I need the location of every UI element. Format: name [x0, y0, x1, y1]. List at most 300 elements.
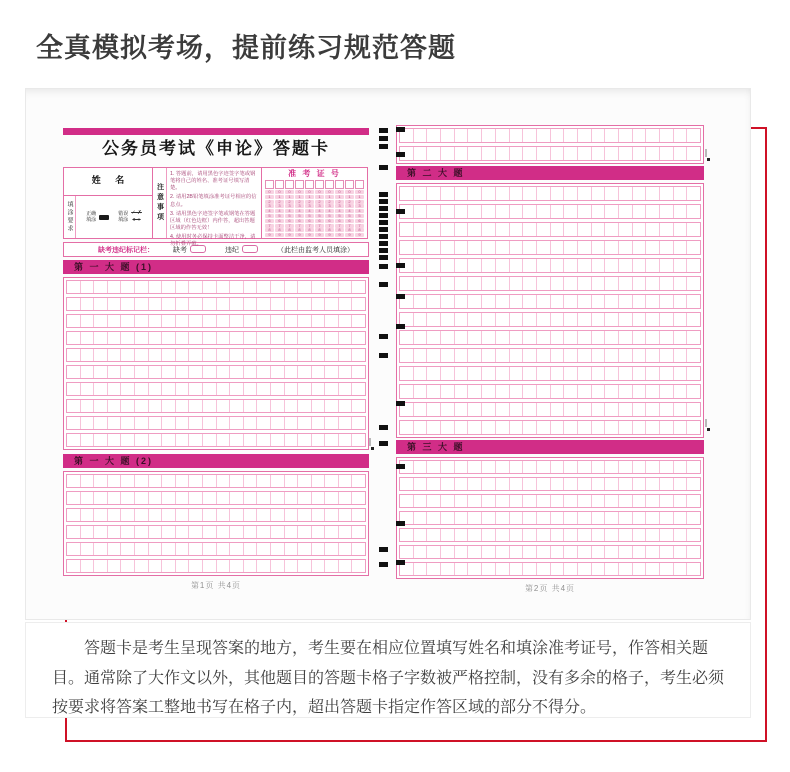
digit-bubble: 2	[265, 200, 274, 204]
answer-grid-cell	[496, 259, 510, 272]
digit-bubble: 6	[305, 219, 314, 223]
answer-grid-cell	[468, 403, 482, 416]
wrong-marks-row-1: ✓ ✗	[131, 209, 142, 216]
answer-grid-cell	[496, 512, 510, 524]
answer-grid-cell	[414, 331, 428, 344]
answer-grid-cell	[578, 277, 592, 290]
answer-grid-cell	[257, 298, 271, 310]
answer-grid-row	[399, 258, 701, 273]
answer-grid-cell	[482, 147, 496, 160]
answer-grid-row	[399, 186, 701, 201]
answer-grid-cell	[578, 403, 592, 416]
digit-bubble: 3	[265, 204, 274, 208]
answer-grid-cell	[455, 187, 469, 200]
digit-bubble: 8	[355, 228, 364, 232]
answer-grid-cell	[312, 509, 326, 521]
answer-grid-cell	[414, 563, 428, 575]
answer-grid-cell	[605, 563, 619, 575]
answer-grid-cell	[455, 259, 469, 272]
answer-grid-cell	[135, 475, 149, 487]
answer-grid-cell	[633, 421, 647, 434]
answer-grid-cell	[482, 129, 496, 142]
answer-grid-cell	[660, 367, 674, 380]
digit-bubble: 3	[355, 204, 364, 208]
answer-grid-cell	[67, 281, 81, 293]
fill-requirement-label: 填涂要求	[64, 196, 76, 238]
answer-grid-cell	[325, 417, 339, 429]
answer-grid-q1-1	[63, 277, 369, 450]
answer-grid-cell	[674, 129, 688, 142]
answer-grid-cell	[135, 366, 149, 378]
answer-grid-cell	[271, 492, 285, 504]
answer-grid-cell	[189, 315, 203, 327]
answer-grid-cell	[189, 475, 203, 487]
answer-grid-cell	[537, 147, 551, 160]
answer-grid-cell	[523, 331, 537, 344]
answer-grid-cell	[285, 298, 299, 310]
edge-code-mark	[705, 419, 707, 427]
answer-grid-cell	[285, 492, 299, 504]
answer-grid-cell	[121, 349, 135, 361]
answer-grid-cell	[427, 478, 441, 490]
digit-bubble: 2	[275, 200, 284, 204]
answer-grid-cell	[203, 298, 217, 310]
sheet-header-row	[63, 167, 369, 248]
answer-grid-cell	[523, 403, 537, 416]
answer-grid-cell	[176, 526, 190, 538]
answer-grid-cell	[427, 546, 441, 558]
digit-bubble: 5	[325, 214, 334, 218]
wrong-fill-group	[118, 210, 142, 224]
answer-grid-cell	[352, 526, 365, 538]
answer-grid-cell	[108, 281, 122, 293]
answer-grid-cell	[537, 461, 551, 473]
answer-grid-cell	[94, 475, 108, 487]
answer-grid-cell	[633, 512, 647, 524]
answer-grid-cell	[468, 205, 482, 218]
answer-grid-cell	[687, 512, 700, 524]
answer-grid-cell	[619, 478, 633, 490]
answer-grid-cell	[339, 543, 353, 555]
answer-grid-cell	[537, 495, 551, 507]
answer-grid-cell	[414, 478, 428, 490]
answer-grid-cell	[298, 383, 312, 395]
answer-grid-cell	[67, 417, 81, 429]
answer-grid-cell	[285, 526, 299, 538]
answer-grid-cell	[646, 495, 660, 507]
digit-bubble: 2	[305, 200, 314, 204]
ticket-blank-cell	[305, 180, 314, 189]
answer-grid-cell	[400, 349, 414, 362]
answer-grid-cell	[149, 383, 163, 395]
answer-grid-cell	[674, 563, 688, 575]
answer-grid-cell	[523, 546, 537, 558]
answer-grid-cell	[298, 298, 312, 310]
answer-grid-cell	[468, 331, 482, 344]
answer-grid-cell	[482, 403, 496, 416]
digit-bubble: 2	[345, 200, 354, 204]
answer-grid-cell	[217, 543, 231, 555]
answer-grid-cell	[468, 147, 482, 160]
answer-grid-cell	[633, 349, 647, 362]
answer-grid-cell	[162, 492, 176, 504]
answer-grid-cell	[325, 434, 339, 446]
answer-grid-cell	[496, 147, 510, 160]
digit-bubble: 2	[315, 200, 324, 204]
answer-grid-cell	[510, 403, 524, 416]
answer-grid-cell	[67, 298, 81, 310]
answer-grid-cell	[468, 563, 482, 575]
answer-grid-cell	[149, 543, 163, 555]
answer-grid-cell	[81, 349, 95, 361]
digit-bubble: 9	[335, 233, 344, 237]
answer-grid-cell	[468, 478, 482, 490]
answer-grid-cell	[189, 492, 203, 504]
answer-grid-cell	[687, 495, 700, 507]
answer-grid-cell	[325, 281, 339, 293]
answer-grid-cell	[414, 495, 428, 507]
answer-grid-cell	[687, 241, 700, 254]
answer-grid-cell	[660, 529, 674, 541]
answer-grid-q1-2-continued	[396, 125, 704, 164]
answer-grid-cell	[619, 385, 633, 398]
answer-grid-cell	[605, 277, 619, 290]
answer-grid-cell	[400, 277, 414, 290]
answer-grid-cell	[468, 546, 482, 558]
ticket-blank-cell	[335, 180, 344, 189]
answer-grid-cell	[135, 281, 149, 293]
answer-grid-cell	[605, 461, 619, 473]
answer-grid-cell	[687, 421, 700, 434]
timing-mark	[379, 165, 388, 170]
answer-grid-cell	[646, 478, 660, 490]
answer-grid-cell	[352, 543, 365, 555]
digit-bubble: 0	[315, 190, 324, 194]
answer-grid-cell	[496, 403, 510, 416]
description-card	[25, 622, 751, 718]
answer-grid-cell	[646, 529, 660, 541]
answer-grid-cell	[121, 400, 135, 412]
answer-grid-cell	[537, 223, 551, 236]
answer-grid-cell	[339, 560, 353, 572]
answer-grid-cell	[592, 129, 606, 142]
answer-grid-cell	[564, 385, 578, 398]
answer-grid-cell	[271, 400, 285, 412]
answer-grid-cell	[646, 241, 660, 254]
answer-grid-row	[66, 331, 366, 345]
digit-bubble: 5	[275, 214, 284, 218]
answer-grid-cell	[162, 281, 176, 293]
answer-grid-cell	[257, 281, 271, 293]
answer-grid-cell	[633, 529, 647, 541]
answer-grid-cell	[441, 277, 455, 290]
answer-grid-cell	[427, 331, 441, 344]
answer-grid-cell	[523, 349, 537, 362]
answer-grid-cell	[496, 187, 510, 200]
answer-grid-cell	[551, 495, 565, 507]
answer-grid-row	[66, 559, 366, 573]
answer-grid-cell	[230, 366, 244, 378]
answer-grid-cell	[687, 461, 700, 473]
digit-bubble: 6	[315, 219, 324, 223]
answer-grid-cell	[203, 543, 217, 555]
answer-grid-cell	[94, 332, 108, 344]
answer-grid-cell	[108, 400, 122, 412]
answer-grid-cell	[646, 563, 660, 575]
answer-grid-cell	[285, 366, 299, 378]
answer-grid-cell	[496, 331, 510, 344]
digit-bubble: 4	[335, 209, 344, 213]
digit-bubble: 5	[285, 214, 294, 218]
answer-grid-cell	[646, 367, 660, 380]
answer-grid-cell	[108, 475, 122, 487]
answer-grid-cell	[455, 563, 469, 575]
answer-grid-cell	[578, 495, 592, 507]
answer-grid-q1-2	[63, 471, 369, 576]
digit-bubble: 9	[305, 233, 314, 237]
answer-grid-cell	[468, 129, 482, 142]
answer-grid-cell	[189, 526, 203, 538]
answer-grid-cell	[646, 546, 660, 558]
answer-grid-cell	[523, 367, 537, 380]
answer-grid-cell	[203, 434, 217, 446]
answer-grid-cell	[149, 315, 163, 327]
answer-grid-cell	[217, 366, 231, 378]
answer-grid-cell	[537, 205, 551, 218]
answer-grid-cell	[564, 367, 578, 380]
answer-grid-cell	[285, 332, 299, 344]
answer-grid-row	[399, 494, 701, 508]
answer-grid-cell	[414, 421, 428, 434]
answer-grid-cell	[81, 434, 95, 446]
answer-grid-cell	[339, 434, 353, 446]
answer-grid-cell	[257, 543, 271, 555]
answer-grid-cell	[427, 259, 441, 272]
edge-dot	[707, 158, 710, 161]
digit-bubble: 9	[315, 233, 324, 237]
answer-grid-cell	[441, 241, 455, 254]
answer-grid-cell	[298, 400, 312, 412]
answer-grid-cell	[108, 298, 122, 310]
answer-grid-cell	[687, 546, 700, 558]
answer-grid-cell	[510, 461, 524, 473]
digit-bubble: 4	[305, 209, 314, 213]
answer-grid-cell	[510, 563, 524, 575]
answer-grid-cell	[605, 241, 619, 254]
answer-grid-cell	[687, 349, 700, 362]
answer-grid-cell	[162, 526, 176, 538]
answer-grid-cell	[67, 509, 81, 521]
answer-grid-cell	[592, 241, 606, 254]
timing-mark	[379, 562, 388, 567]
digit-bubble: 1	[335, 195, 344, 199]
answer-grid-cell	[325, 560, 339, 572]
answer-grid-cell	[646, 403, 660, 416]
answer-grid-cell	[633, 187, 647, 200]
answer-grid-cell	[455, 495, 469, 507]
answer-grid-cell	[578, 205, 592, 218]
digit-bubble: 1	[265, 195, 274, 199]
answer-grid-cell	[203, 315, 217, 327]
answer-grid-cell	[537, 421, 551, 434]
ticket-blank-cell	[295, 180, 304, 189]
answer-grid-cell	[646, 129, 660, 142]
answer-grid-cell	[217, 417, 231, 429]
answer-grid-cell	[619, 563, 633, 575]
answer-grid-cell	[108, 492, 122, 504]
answer-grid-cell	[325, 400, 339, 412]
answer-grid-cell	[564, 259, 578, 272]
ticket-column	[345, 180, 354, 238]
answer-grid-cell	[551, 461, 565, 473]
answer-grid-cell	[619, 129, 633, 142]
digit-bubble: 4	[275, 209, 284, 213]
answer-grid-cell	[468, 349, 482, 362]
answer-grid-cell	[81, 417, 95, 429]
answer-grid-q3	[396, 457, 704, 579]
notice-item: 2. 请用2B铅笔填涂准考证号相应的信息点。	[170, 194, 257, 208]
answer-grid-cell	[496, 205, 510, 218]
answer-grid-row	[66, 508, 366, 522]
answer-grid-cell	[441, 495, 455, 507]
digit-bubble: 6	[285, 219, 294, 223]
timing-mark	[396, 464, 405, 469]
answer-grid-cell	[687, 295, 700, 308]
answer-grid-cell	[633, 495, 647, 507]
answer-grid-cell	[427, 223, 441, 236]
answer-grid-row	[66, 297, 366, 311]
answer-grid-cell	[455, 129, 469, 142]
timing-mark	[396, 521, 405, 526]
answer-grid-cell	[441, 367, 455, 380]
digit-bubble: 9	[355, 233, 364, 237]
timing-mark	[379, 128, 388, 133]
answer-grid-cell	[298, 366, 312, 378]
answer-grid-cell	[660, 147, 674, 160]
answer-grid-cell	[312, 434, 326, 446]
answer-grid-cell	[94, 434, 108, 446]
answer-grid-cell	[646, 187, 660, 200]
answer-grid-cell	[414, 147, 428, 160]
answer-grid-cell	[537, 512, 551, 524]
answer-grid-cell	[230, 475, 244, 487]
timing-mark	[379, 199, 388, 204]
digit-bubble: 4	[315, 209, 324, 213]
answer-grid-cell	[176, 560, 190, 572]
answer-grid-cell	[564, 403, 578, 416]
answer-grid-cell	[108, 315, 122, 327]
answer-grid-cell	[298, 509, 312, 521]
answer-grid-cell	[441, 313, 455, 326]
answer-grid-cell	[633, 385, 647, 398]
answer-grid-cell	[427, 403, 441, 416]
digit-bubble: 1	[315, 195, 324, 199]
answer-grid-cell	[674, 331, 688, 344]
answer-grid-cell	[94, 400, 108, 412]
answer-grid-cell	[496, 129, 510, 142]
answer-grid-cell	[592, 495, 606, 507]
answer-grid-cell	[414, 512, 428, 524]
answer-grid-cell	[619, 546, 633, 558]
answer-grid-cell	[67, 543, 81, 555]
digit-bubble: 3	[275, 204, 284, 208]
digit-bubble: 3	[295, 204, 304, 208]
answer-grid-cell	[496, 277, 510, 290]
answer-grid-cell	[564, 421, 578, 434]
timing-mark	[379, 248, 388, 253]
answer-grid-cell	[298, 475, 312, 487]
answer-grid-cell	[135, 560, 149, 572]
answer-grid-cell	[441, 147, 455, 160]
answer-grid-cell	[468, 313, 482, 326]
digit-bubble: 8	[295, 228, 304, 232]
answer-grid-cell	[482, 563, 496, 575]
answer-grid-cell	[312, 417, 326, 429]
answer-grid-cell	[660, 187, 674, 200]
page-title: 全真模拟考场，提前练习规范答题	[36, 33, 456, 63]
answer-grid-cell	[162, 560, 176, 572]
sheet-top-bar	[63, 128, 369, 135]
answer-grid-cell	[510, 223, 524, 236]
answer-grid-cell	[468, 385, 482, 398]
answer-grid-cell	[257, 400, 271, 412]
answer-grid-cell	[257, 434, 271, 446]
answer-grid-cell	[149, 560, 163, 572]
answer-grid-cell	[285, 281, 299, 293]
answer-grid-cell	[564, 187, 578, 200]
fill-requirement-examples	[76, 196, 152, 238]
answer-grid-cell	[633, 295, 647, 308]
timing-mark	[379, 220, 388, 225]
answer-grid-cell	[455, 461, 469, 473]
answer-grid-cell	[510, 349, 524, 362]
answer-grid-cell	[578, 295, 592, 308]
answer-grid-cell	[230, 400, 244, 412]
answer-grid-cell	[496, 313, 510, 326]
answer-grid-cell	[189, 298, 203, 310]
answer-grid-cell	[217, 349, 231, 361]
digit-bubble: 6	[275, 219, 284, 223]
digit-bubble: 5	[265, 214, 274, 218]
digit-bubble: 5	[315, 214, 324, 218]
digit-bubble: 3	[345, 204, 354, 208]
digit-bubble: 9	[275, 233, 284, 237]
answer-grid-cell	[203, 281, 217, 293]
answer-grid-cell	[257, 383, 271, 395]
digit-bubble: 6	[265, 219, 274, 223]
answer-grid-cell	[67, 315, 81, 327]
answer-grid-cell	[121, 526, 135, 538]
digit-bubble: 7	[355, 224, 364, 228]
answer-grid-cell	[660, 313, 674, 326]
answer-grid-cell	[67, 349, 81, 361]
answer-grid-cell	[646, 349, 660, 362]
answer-grid-cell	[441, 546, 455, 558]
answer-grid-cell	[523, 385, 537, 398]
answer-grid-cell	[660, 349, 674, 362]
answer-grid-cell	[244, 400, 258, 412]
answer-grid-cell	[646, 205, 660, 218]
answer-grid-cell	[441, 403, 455, 416]
answer-grid-cell	[646, 223, 660, 236]
ticket-column	[355, 180, 364, 238]
answer-grid-cell	[217, 509, 231, 521]
timing-mark	[379, 334, 388, 339]
answer-grid-cell	[244, 281, 258, 293]
answer-grid-row	[399, 312, 701, 327]
answer-grid-cell	[81, 281, 95, 293]
notice-items	[167, 168, 261, 248]
